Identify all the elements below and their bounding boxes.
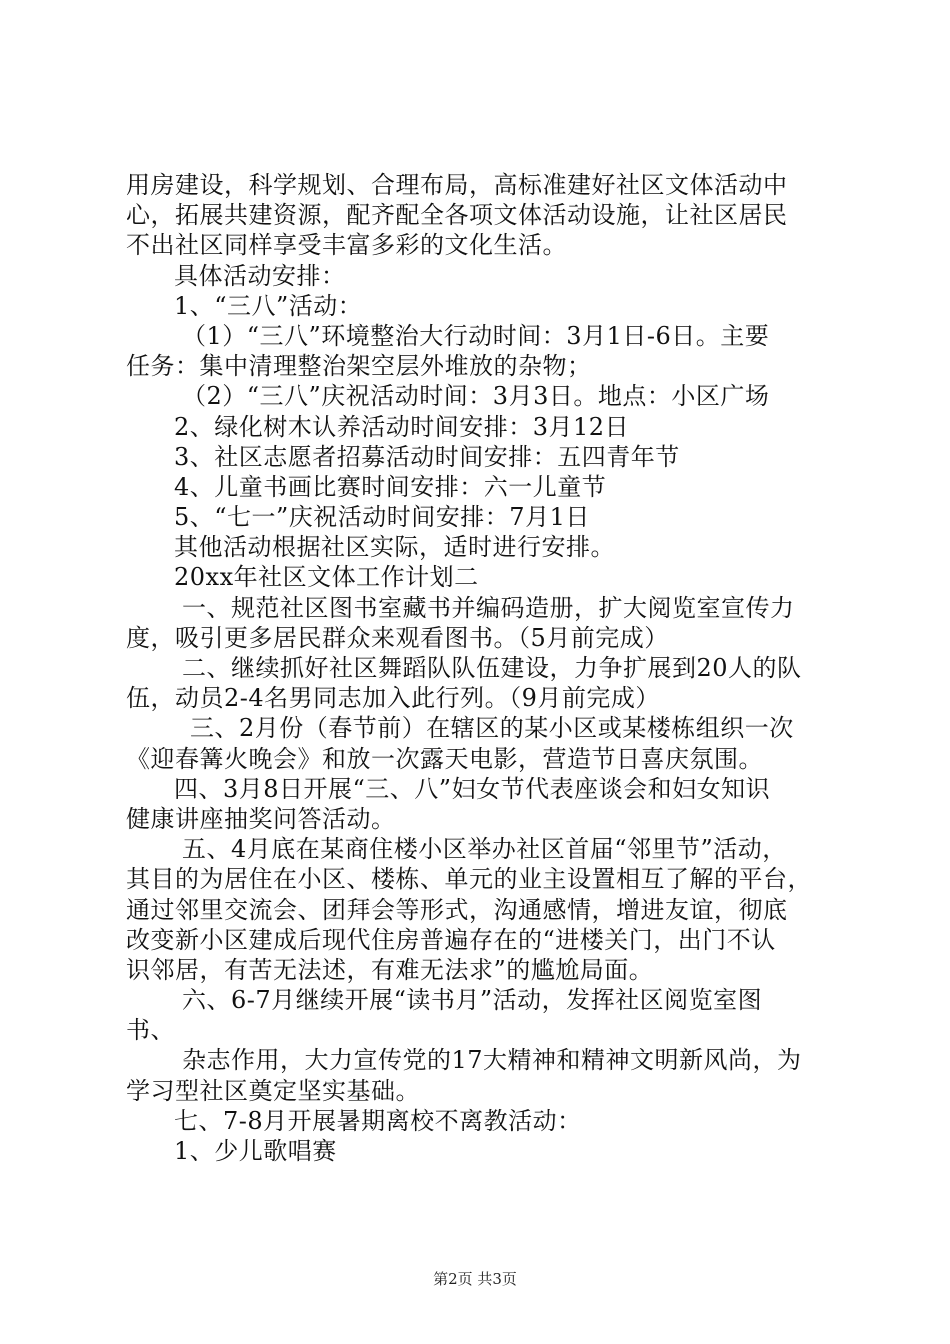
text-line: 二、继续抓好社区舞蹈队队伍建设，力争扩展到20人的队: [182, 654, 802, 682]
text-line: 1、少儿歌唱赛: [174, 1137, 337, 1165]
text-line: 六、6-7月继续开展“读书月”活动，发挥社区阅览室图: [182, 986, 763, 1015]
text-line: 3、社区志愿者招募活动时间安排：五四青年节: [174, 442, 680, 471]
text-line: 杂志作用，大力宣传党的17大精神和精神文明新风尚，为: [182, 1046, 802, 1075]
text-line: 识邻居，有苦无法述，有难无法求”的尴尬局面。: [126, 955, 654, 984]
text-line: 不出社区同样享受丰富多彩的文化生活。: [126, 231, 567, 260]
text-line: 三、2月份（春节前）在辖区的某小区或某楼栋组织一次: [190, 714, 794, 743]
text-line: 用房建设，科学规划、合理布局，高标准建好社区文体活动中: [126, 171, 788, 199]
text-line: 2、绿化树木认养活动时间安排：3月12日: [174, 412, 630, 441]
text-line: 其目的为居住在小区、楼栋、单元的业主设置相互了解的平台，: [126, 865, 812, 894]
text-line: 七、7-8月开展暑期离校不离教活动：: [174, 1106, 582, 1135]
text-line: （1）“三八”环境整治大行动时间：3月1日-6日。主要: [182, 321, 770, 350]
text-line: 通过邻里交流会、团拜会等形式，沟通感情，增进友谊，彻底: [126, 895, 788, 924]
text-line: 任务：集中清理整治架空层外堆放的杂物；: [126, 352, 592, 381]
text-line: 1、“三八”活动：: [174, 291, 363, 320]
text-line: 健康讲座抽奖问答活动。: [126, 804, 396, 833]
text-line: 改变新小区建成后现代住房普遍存在的“进楼关门，出门不认: [126, 925, 776, 954]
document-body: [126, 170, 838, 1166]
text-line: 20xx年社区文体工作计划二: [174, 563, 479, 592]
text-line: 5、“七一”庆祝活动时间安排：7月1日: [174, 503, 590, 532]
page-footer: 第2页 共3页: [433, 1270, 517, 1288]
text-line: 《迎春篝火晚会》和放一次露天电影，营造节日喜庆氛围。: [126, 744, 763, 773]
text-line: 度，吸引更多居民群众来观看图书。（5月前完成）: [126, 623, 669, 652]
text-line: 伍，动员2-4名男同志加入此行列。（9月前完成）: [126, 684, 660, 713]
text-line: 4、儿童书画比赛时间安排：六一儿童节: [174, 472, 607, 501]
text-line: 其他活动根据社区实际，适时进行安排。: [174, 533, 615, 562]
text-line: 书、: [126, 1016, 175, 1045]
text-line: 学习型社区奠定坚实基础。: [126, 1076, 420, 1105]
text-line: 心，拓展共建资源，配齐配全各项文体活动设施，让社区居民: [126, 201, 788, 230]
text-line: 具体活动安排：: [174, 261, 346, 290]
text-line: 五、4月底在某商住楼小区举办社区首届“邻里节”活动，: [182, 835, 787, 864]
text-line: 四、3月8日开展“三、八”妇女节代表座谈会和妇女知识: [174, 774, 771, 803]
text-line: （2）“三八”庆祝活动时间：3月3日。地点：小区广场: [182, 382, 770, 411]
text-line: 一、规范社区图书室藏书并编码造册，扩大阅览室宣传力: [182, 593, 795, 622]
